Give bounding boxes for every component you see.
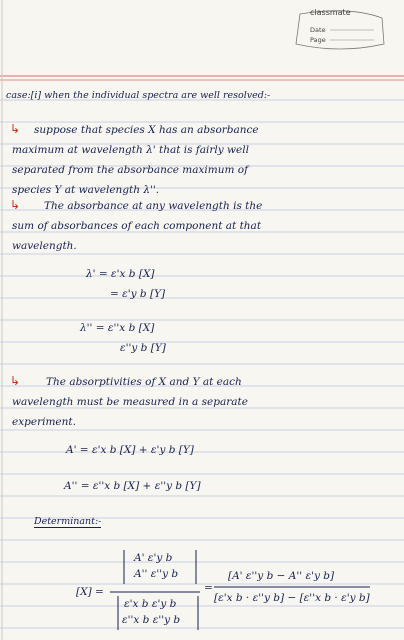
note-line: separated from the absorbance maximum of [12,164,249,176]
equation: A' = ε'x b [X] + ε'y b [Y] [66,444,194,456]
determinant-lhs: [X] = [76,586,104,598]
determinant-denominator-row: ε''x b ε''y b [122,614,181,626]
equation: = ε'y b [Y] [110,288,166,300]
bullet-arrow-icon: ↳ [10,374,21,388]
note-line: wavelength. [12,240,77,252]
note-line: wavelength must be measured in a separate [12,396,248,408]
notebook-page: classmate Date Page case:[i] when the individual spectra are well resolved:- ↳ suppose that species X has an absorbance maximum at wavelength λ' that is fairly well separated from the absorbance maximum of species Y at wavelength λ''. ↳ The absorbance at any wavelength is the sum of absorbances of each component at that wavelength. λ' = ε'x b [X] = ε'y b [Y] λ'' = ε''x b [X] ε''y b [Y] ↳ The absorptivities of X and Y at each wavelength must be measured in a separate experiment. A' = ε'x b [X] + ε'y b [Y] A'' = ε''x b [X] + ε''y b [Y] Determinant:- [X] = A' ε'y b A'' ε''y b ε'x b ε'y b ε''x b ε''y b = [A' ε''y b − A'' ε'y b] [ε'x b · ε''y b] − [ε''x b · ε'y b] [0,0,404,640]
note-line: species Y at wavelength λ''. [12,184,160,196]
note-line: maximum at wavelength λ' that is fairly well [12,144,249,156]
note-line: experiment. [12,416,76,428]
bullet-arrow-icon: ↳ [10,198,21,212]
determinant-numerator-row: A'' ε''y b [134,568,179,580]
note-line: The absorptivities of X and Y at each [46,376,242,388]
equation: λ'' = ε''x b [X] [80,322,155,334]
determinant-numerator-row: A' ε'y b [134,552,173,564]
determinant-heading: Determinant:- [34,516,102,527]
bullet-arrow-icon: ↳ [10,122,21,136]
equation: A'' = ε''x b [X] + ε''y b [Y] [64,480,201,492]
note-line: sum of absorbances of each component at that [12,220,262,232]
determinant-result-numerator: [A' ε''y b − A'' ε'y b] [228,570,335,582]
case-heading: case:[i] when the individual spectra are well resolved:- [6,90,271,101]
determinant-result-denominator: [ε'x b · ε''y b] − [ε''x b · ε'y b] [214,592,370,604]
note-line: suppose that species X has an absorbance [34,124,259,136]
note-line: The absorbance at any wavelength is the [44,200,263,212]
date-label: Date [310,26,326,34]
equation: ε''y b [Y] [120,342,166,354]
page-label: Page [310,36,326,44]
determinant-denominator-row: ε'x b ε'y b [124,598,177,610]
equation: λ' = ε'x b [X] [86,268,155,280]
notebook-brand: classmate [310,8,351,17]
